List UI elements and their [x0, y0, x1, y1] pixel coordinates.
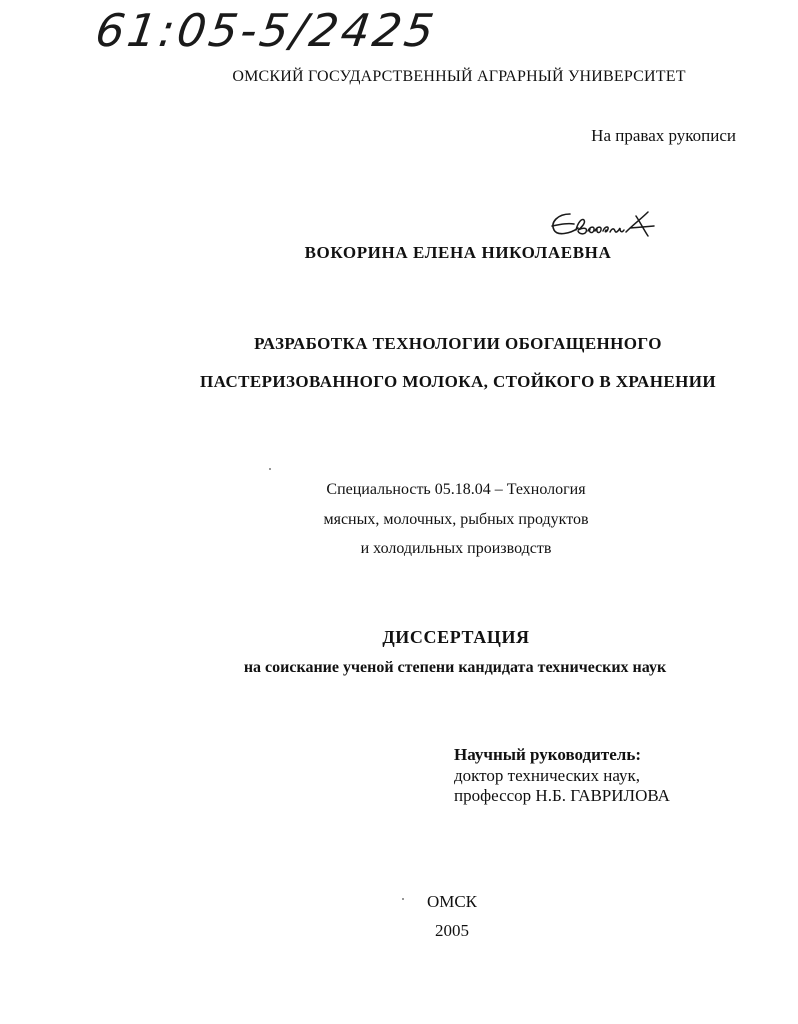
title-line-1: РАЗРАБОТКА ТЕХНОЛОГИИ ОБОГАЩЕННОГО: [254, 334, 662, 353]
degree-line: на соискание ученой степени кандидата технических наук: [243, 659, 667, 676]
supervisor-name: профессор Н.Б. ГАВРИЛОВА: [454, 786, 670, 805]
document-type: ДИССЕРТАЦИЯ: [382, 627, 530, 647]
author-signature-icon: [548, 206, 668, 247]
specialty-line-3: и холодильных производств: [360, 540, 552, 557]
year: 2005: [435, 921, 469, 940]
archive-code: 61:05-5/2425: [92, 4, 440, 57]
supervisor-degree: доктор технических наук,: [454, 766, 641, 785]
supervisor-label: Научный руководитель:: [454, 745, 641, 764]
specialty-line-1: Специальность 05.18.04 – Технология: [326, 481, 586, 498]
city: ОМСК: [426, 892, 478, 911]
manuscript-note: На правах рукописи: [591, 126, 736, 145]
title-line-2: ПАСТЕРИЗОВАННОГО МОЛОКА, СТОЙКОГО В ХРАНЕНИИ: [200, 372, 716, 391]
specialty-line-2: мясных, молочных, рыбных продуктов: [323, 511, 589, 528]
university-name: ОМСКИЙ ГОСУДАРСТВЕННЫЙ АГРАРНЫЙ УНИВЕРСИТЕТ: [232, 68, 686, 85]
scan-speck: [269, 468, 271, 470]
author-name: ВОКОРИНА ЕЛЕНА НИКОЛАЕВНА: [304, 243, 612, 262]
